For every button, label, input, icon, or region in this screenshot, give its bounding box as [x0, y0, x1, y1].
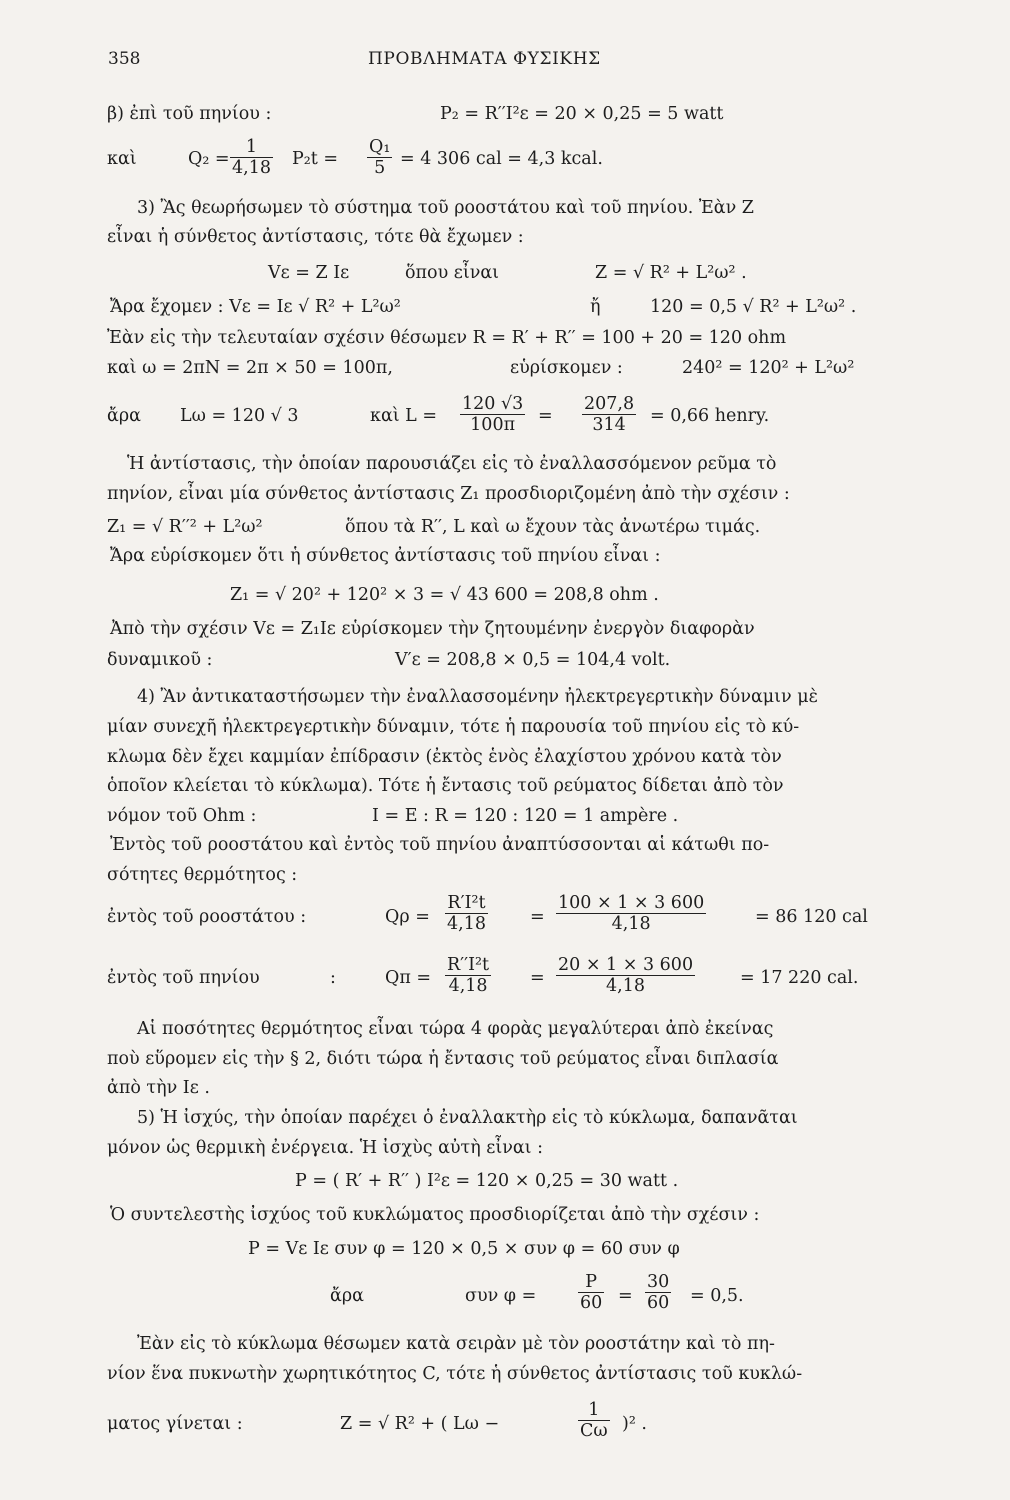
text-line: καὶ: [107, 149, 137, 169]
fraction: [367, 137, 392, 178]
fraction-denominator: 60: [580, 1293, 603, 1313]
equation: Vε = Z Iε: [268, 263, 350, 283]
text-line: β) ἐπὶ τοῦ πηνίου :: [107, 104, 272, 124]
equation: = 0,66 henry.: [650, 406, 770, 426]
fraction-numerator: 1: [230, 137, 273, 158]
fraction-denominator: 100π: [470, 415, 516, 435]
equation: Z₁ = √ 20² + 120² × 3 = √ 43 600 = 208,8 ohm .: [230, 585, 659, 605]
fraction: [645, 1272, 671, 1313]
fraction-denominator: 4,18: [611, 914, 651, 934]
equation: Z = √ R² + L²ω² .: [595, 263, 747, 283]
text-line: :: [330, 968, 336, 988]
text-line: Ἐὰν εἰς τὴν τελευταίαν σχέσιν θέσωμεν R = R′ + R′′ = 100 + 20 = 120 ohm: [107, 328, 787, 348]
text-line: σότητες θερμότητος :: [107, 865, 298, 885]
equation: 240² = 120² + L²ω²: [682, 358, 855, 378]
equation: καὶ L =: [370, 406, 438, 426]
text-line: 4) Ἂν ἀντικαταστήσωμεν τὴν ἐναλλασσομένην ἠλεκτρεγερτικὴν δύναμιν μὲ: [137, 687, 818, 707]
equation: = 0,5.: [690, 1286, 744, 1306]
text-line: ἤ: [590, 297, 601, 317]
equation: Lω = 120 √ 3: [180, 406, 299, 426]
text-line: ποὺ εὕρομεν εἰς τὴν § 2, διότι τώρα ἡ ἔντασις τοῦ ρεύματος εἶναι διπλασία: [107, 1049, 779, 1069]
equation: P₂t =: [292, 149, 339, 169]
text-line: ἐντὸς τοῦ ροοστάτου :: [107, 907, 307, 927]
fraction-denominator: 60: [647, 1293, 670, 1313]
fraction: [230, 137, 273, 178]
text-line: ματος γίνεται :: [107, 1414, 243, 1434]
equation: = 17 220 cal.: [740, 968, 859, 988]
equation: Ἄρα ἔχομεν : Vε = Iε √ R² + L²ω²: [110, 297, 401, 317]
fraction-numerator: 30: [647, 1272, 670, 1292]
equation: 120 = 0,5 √ R² + L²ω² .: [650, 297, 857, 317]
text-line: δυναμικοῦ :: [107, 650, 213, 670]
equation: I = E : R = 120 : 120 = 1 ampère .: [372, 806, 679, 826]
fraction-numerator: P: [578, 1272, 604, 1293]
fraction-denominator: 314: [592, 415, 626, 435]
text-line: εὑρίσκομεν :: [510, 358, 623, 378]
fraction-numerator: 1: [578, 1400, 610, 1421]
text-line: μόνον ὡς θερμικὴ ἐνέργεια. Ἡ ἰσχὺς αὐτὴ εἶναι :: [107, 1138, 543, 1158]
equation: καὶ ω = 2πN = 2π × 50 = 100π,: [107, 358, 393, 378]
fraction: [578, 1272, 604, 1313]
equation: συν φ =: [465, 1286, 537, 1306]
text-line: ἄρα: [107, 406, 141, 426]
text-line: Ἐὰν εἰς τὸ κύκλωμα θέσωμεν κατὰ σειρὰν μὲ τὸν ροοστάτην καὶ τὸ πη-: [137, 1334, 775, 1354]
page-number: 358: [108, 49, 141, 69]
fraction-numerator: R′′I²t: [447, 955, 490, 975]
text-line: 5) Ἡ ἰσχύς, τὴν ὁποίαν παρέχει ὁ ἐναλλακτὴρ εἰς τὸ κύκλωμα, δαπανᾶται: [137, 1108, 798, 1128]
equation: Z₁ = √ R′′² + L²ω²: [107, 517, 263, 537]
fraction-numerator: R′I²t: [445, 893, 488, 914]
text-line: Ὁ συντελεστὴς ἰσχύος τοῦ κυκλώματος προσδιορίζεται ἀπὸ τὴν σχέσιν :: [110, 1205, 760, 1225]
equation: = 86 120 cal: [755, 907, 868, 927]
fraction-denominator: 4,18: [448, 976, 488, 996]
equation: = 4 306 cal = 4,3 kcal.: [400, 149, 603, 169]
running-title: ΠΡΟΒΛΗΜΑΤΑ ΦΥΣΙΚΗΣ: [368, 49, 601, 69]
fraction-denominator: 5: [374, 158, 386, 178]
text-line: νίον ἕνα πυκνωτὴν χωρητικότητος C, τότε ἡ σύνθετος ἀντίστασις τοῦ κυκλώ-: [107, 1364, 803, 1384]
fraction-numerator: 100 × 1 × 3 600: [558, 893, 705, 913]
text-line: νόμον τοῦ Ohm :: [107, 806, 257, 826]
text-line: ἄρα: [330, 1286, 364, 1306]
fraction-denominator: 4,18: [232, 158, 271, 178]
equation: Z = √ R² + ( Lω −: [340, 1414, 500, 1434]
fraction: [556, 893, 706, 934]
equation: =: [530, 907, 545, 927]
fraction: [460, 394, 525, 435]
fraction: [445, 955, 491, 996]
equation: P = ( R′ + R′′ ) I²ε = 120 × 0,25 = 30 watt .: [295, 1171, 679, 1191]
fraction-denominator: 4,18: [447, 914, 486, 934]
text-line: Ἄρα εὑρίσκομεν ὅτι ἡ σύνθετος ἀντίστασις τοῦ πηνίου εἶναι :: [110, 546, 661, 566]
text-line: ὅπου τὰ R′′, L καὶ ω ἔχουν τὰς ἀνωτέρω τιμάς.: [345, 517, 761, 537]
fraction: [445, 893, 488, 934]
text-line: Ἡ ἀντίστασις, τὴν ὁποίαν παρουσιάζει εἰς τὸ ἐναλλασσόμενον ρεῦμα τὸ: [127, 454, 777, 474]
equation: Qρ =: [385, 907, 430, 927]
equation: =: [538, 406, 553, 426]
text-line: εἶναι ἡ σύνθετος ἀντίστασις, τότε θὰ ἔχωμεν :: [107, 227, 524, 247]
equation: =: [530, 968, 545, 988]
equation: V′ε = 208,8 × 0,5 = 104,4 volt.: [395, 650, 671, 670]
equation: Q₂ =: [188, 149, 230, 169]
fraction-denominator: Cω: [580, 1421, 608, 1441]
equation: )² .: [622, 1414, 647, 1434]
equation: =: [618, 1286, 633, 1306]
fraction-numerator: 207,8: [584, 394, 635, 414]
fraction-numerator: Q₁: [369, 137, 391, 157]
fraction-numerator: 20 × 1 × 3 600: [558, 955, 694, 975]
fraction-denominator: 4,18: [606, 976, 646, 996]
text-line: Αἱ ποσότητες θερμότητος εἶναι τώρα 4 φορὰς μεγαλύτεραι ἀπὸ ἐκείνας: [137, 1019, 774, 1039]
text-line: κλωμα δὲν ἔχει καμμίαν ἐπίδρασιν (ἐκτὸς ἑνὸς ἐλαχίστου χρόνου κατὰ τὸν: [107, 747, 782, 767]
text-line: ὅπου εἶναι: [405, 263, 500, 283]
text-line: 3) Ἂς θεωρήσωμεν τὸ σύστημα τοῦ ροοστάτου καὶ τοῦ πηνίου. Ἐὰν Z: [137, 198, 754, 218]
text-line: πηνίον, εἶναι μία σύνθετος ἀντίστασις Z₁ προσδιοριζομένη ἀπὸ τὴν σχέσιν :: [107, 484, 790, 504]
text-line: Ἐντὸς τοῦ ροοστάτου καὶ ἐντὸς τοῦ πηνίου ἀναπτύσσονται αἱ κάτωθι πο-: [110, 835, 770, 855]
equation: P = Vε Iε συν φ = 120 × 0,5 × συν φ = 60 συν φ: [248, 1239, 680, 1259]
text-line: ἐντὸς τοῦ πηνίου: [107, 968, 260, 988]
fraction: [582, 394, 636, 435]
text-line: ὁποῖον κλείεται τὸ κύκλωμα). Τότε ἡ ἔντασις τοῦ ρεύματος δίδεται ἀπὸ τὸν: [107, 776, 784, 796]
equation: Qπ =: [385, 968, 432, 988]
equation: P₂ = R′′I²ε = 20 × 0,25 = 5 watt: [440, 104, 724, 124]
fraction: [556, 955, 695, 996]
text-line: ἀπὸ τὴν Iε .: [107, 1078, 210, 1098]
fraction-numerator: 120 √3: [462, 394, 524, 414]
text-line: μίαν συνεχῆ ἠλεκτρεγερτικὴν δύναμιν, τότε ἡ παρουσία τοῦ πηνίου εἰς τὸ κύ-: [107, 717, 800, 737]
text-line: Ἀπὸ τὴν σχέσιν Vε = Z₁Iε εὑρίσκομεν τὴν ζητουμένην ἐνεργὸν διαφορὰν: [110, 619, 755, 639]
fraction: [578, 1400, 610, 1441]
